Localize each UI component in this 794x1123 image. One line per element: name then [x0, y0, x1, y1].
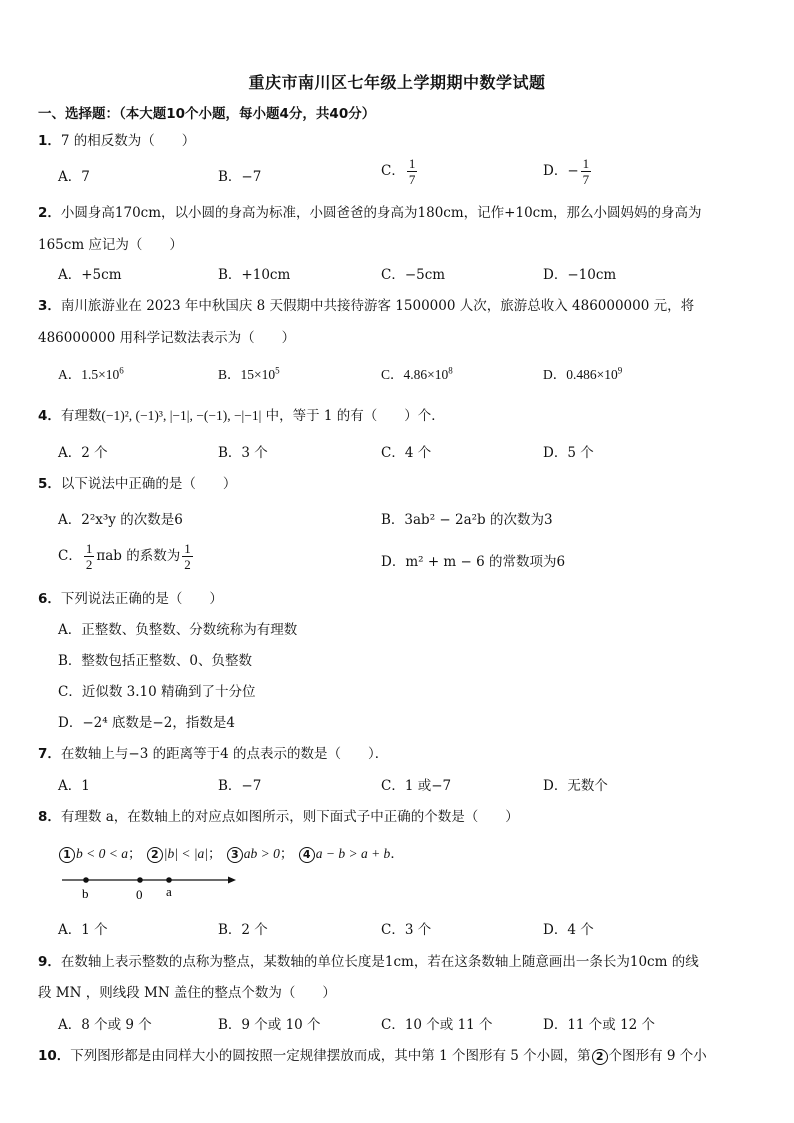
q5-option-b[interactable]: B．3ab² − 2a²b 的次数为3: [381, 512, 553, 528]
circled-number: 2: [592, 1049, 608, 1065]
question-3-line2: 486000000 用科学记数法表示为（ ）: [38, 330, 296, 346]
question-10: 10．下列图形都是由同样大小的圆按照一定规律摆放而成，其中第 1 个图形有 5 个小圆，第 2 个图形有 9 个小: [38, 1048, 707, 1064]
q4-option-d[interactable]: D．5 个: [543, 445, 594, 461]
q9-option-b[interactable]: B．9 个或 10 个: [218, 1017, 321, 1033]
q7-option-b[interactable]: B．−7: [218, 778, 262, 794]
question-1-text: 7 的相反数为（ ）: [60, 133, 196, 149]
q6-option-d[interactable]: D．−2⁴ 底数是−2，指数是4: [58, 715, 235, 731]
question-9: 9．在数轴上表示整数的点称为整点，某数轴的单位长度是1cm，若在这条数轴上随意画出一条长为10cm 的线: [38, 954, 699, 970]
q6-option-a[interactable]: A．正整数、负整数、分数统称为有理数: [58, 622, 298, 638]
fraction: $\frac{1}{7}$: [582, 156, 590, 187]
q2-option-b[interactable]: B．+10cm: [218, 267, 291, 283]
q8-option-a[interactable]: A．1 个: [58, 922, 108, 938]
q3-option-a[interactable]: A．$1.5\times 10^6$: [58, 365, 124, 382]
q1-option-a[interactable]: A．7: [58, 169, 90, 185]
q8-option-d[interactable]: D．4 个: [543, 922, 594, 938]
fraction: $\frac{1}{2}$: [184, 541, 191, 572]
circled-number: 4: [299, 847, 315, 863]
axis-label-zero: 0: [136, 887, 143, 902]
q4-option-a[interactable]: A．2 个: [58, 445, 108, 461]
circled-number: 2: [147, 847, 163, 863]
q8-option-c[interactable]: C．3 个: [381, 922, 432, 938]
q5-option-a[interactable]: A．2²x³y 的次数是6: [58, 512, 183, 528]
q9-option-d[interactable]: D．11 个或 12 个: [543, 1017, 656, 1033]
circled-number: 1: [59, 847, 75, 863]
circled-number: 3: [227, 847, 243, 863]
q9-option-a[interactable]: A．8 个或 9 个: [58, 1017, 152, 1033]
q5-option-c[interactable]: C． $\frac{1}{2}$ πab 的系数为 $\frac{1}{2}$: [58, 541, 191, 572]
point-b: [83, 877, 89, 883]
fraction: $\frac{1}{2}$: [85, 541, 93, 572]
q7-option-c[interactable]: C．1 或−7: [381, 778, 452, 794]
page-title: 重庆市南川区七年级上学期期中数学试题: [248, 73, 546, 92]
q4-option-b[interactable]: B．3 个: [218, 445, 268, 461]
question-4: 4．有理数(−1)², (−1)³, |−1|, −(−1), −|−1| 中，等于 1 的有（ ）个．: [38, 408, 445, 424]
q1-option-c[interactable]: C． $\frac{1}{7}$: [381, 156, 416, 187]
q6-option-c[interactable]: C．近似数 3.10 精确到了十分位: [58, 684, 256, 700]
question-1: 1．7 的相反数为（ ）: [38, 133, 196, 149]
question-9-line2: 段 MN ，则线段 MN 盖住的整点个数为（ ）: [38, 985, 336, 1001]
question-8: 8．有理数 a，在数轴上的对应点如图所示，则下面式子中正确的个数是（ ）: [38, 809, 519, 825]
number-line-figure: [60, 870, 240, 906]
q2-option-c[interactable]: C．−5cm: [381, 267, 446, 283]
q9-option-c[interactable]: C．10 个或 11 个: [381, 1017, 493, 1033]
question-2: 2．小圆身高170cm，以小圆的身高为标准，小圆爸爸的身高为180cm，记作+10cm，那么小圆妈妈的身高为: [38, 205, 702, 221]
question-6: 6．下列说法正确的是（ ）: [38, 591, 223, 607]
q3-option-d[interactable]: D．$0.486\times 10^9$: [543, 365, 623, 382]
q2-option-d[interactable]: D．−10cm: [543, 267, 617, 283]
q7-option-a[interactable]: A．1: [58, 778, 90, 794]
fraction: $\frac{1}{7}$: [408, 156, 416, 187]
q8-statements: 1 b < 0 < a； 2 |b| < |a|； 3 ab > 0； 4 a − b > a + b．: [58, 842, 404, 863]
section-header: 一、选择题：（本大题10个小题，每小题4分，共40分）: [38, 106, 376, 122]
q6-option-b[interactable]: B．整数包括正整数、0、负整数: [58, 653, 253, 669]
axis-label-a: a: [166, 884, 172, 899]
q4-expression: (−1)², (−1)³, |−1|, −(−1), −|−1|: [101, 408, 262, 423]
question-5: 5．以下说法中正确的是（ ）: [38, 476, 237, 492]
point-zero: [137, 877, 143, 883]
q3-option-c[interactable]: C．$4.86\times 10^8$: [381, 365, 453, 382]
q8-option-b[interactable]: B．2 个: [218, 922, 268, 938]
q3-option-b[interactable]: B．$15\times 10^5$: [218, 365, 280, 382]
question-2-line2: 165cm 应记为（ ）: [38, 237, 183, 253]
axis-label-b: b: [82, 886, 89, 901]
q1-option-b[interactable]: B．−7: [218, 169, 262, 185]
q2-option-a[interactable]: A．+5cm: [58, 267, 122, 283]
question-7: 7．在数轴上与−3 的距离等于4 的点表示的数是（ ）．: [38, 746, 389, 762]
point-a: [166, 877, 172, 883]
question-3: 3．南川旅游业在 2023 年中秋国庆 8 天假期中共接待游客 1500000 人次，旅游总收入 486000000 元，将: [38, 298, 695, 314]
q4-option-c[interactable]: C．4 个: [381, 445, 432, 461]
q5-option-d[interactable]: D．m² + m − 6 的常数项为6: [381, 554, 566, 570]
axis-arrow-icon: [228, 877, 236, 884]
q1-option-d[interactable]: D．− $\frac{1}{7}$: [543, 156, 590, 187]
q7-option-d[interactable]: D．无数个: [543, 778, 608, 794]
